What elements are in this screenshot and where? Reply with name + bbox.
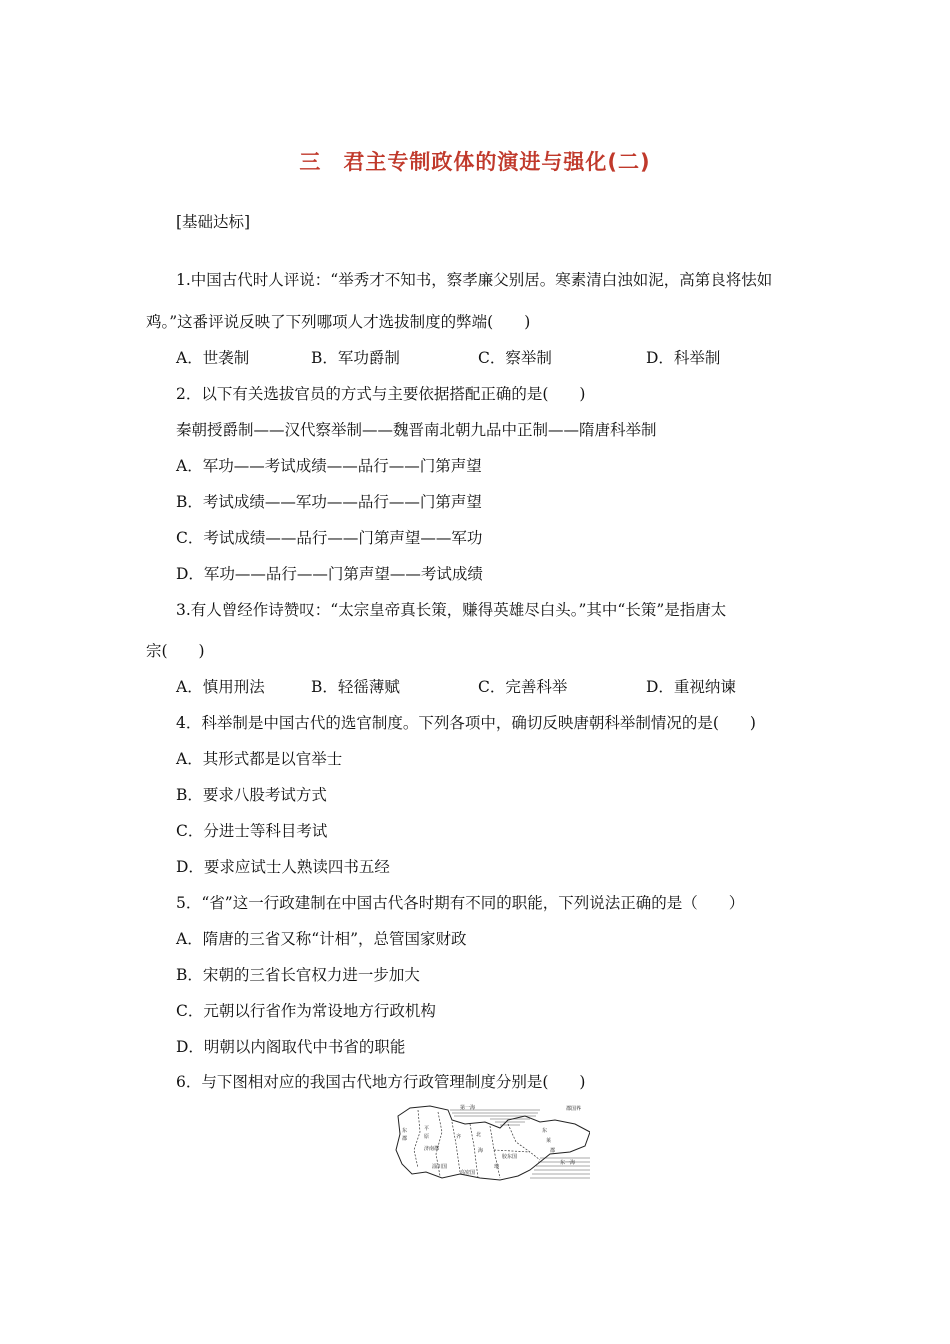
svg-text:齐: 齐 [456,1134,462,1140]
q1-stem-line1: 1.中国古代时人评说：“举秀才不知书，察孝廉父别居。寒素清白浊如泥，高第良将怯如 [176,271,773,289]
q2-material: 秦朝授爵制——汉代察举制——魏晋南北朝九品中正制——隋唐科举制 [176,421,657,439]
q4-stem: 4．科举制是中国古代的选官制度。下列各项中，确切反映唐朝科举制情况的是( ) [176,714,756,732]
q3-option-d[interactable]: D．重视纳谏 [646,678,736,696]
q6-stem: 6．与下图相对应的我国古代地方行政管理制度分别是( ) [176,1073,586,1091]
section-heading: [基础达标] [176,213,251,231]
q5-option-a[interactable]: A．隋唐的三省又称“计相”，总管国家财政 [176,930,467,948]
svg-text:东: 东 [402,1128,408,1134]
q2-option-d[interactable]: D．军功——品行——门第声望——考试成绩 [176,565,483,583]
q3-option-c[interactable]: C．完善科举 [478,678,568,696]
q3-stem-line2: 宗( ) [146,642,205,660]
svg-text:莱: 莱 [546,1138,552,1144]
q1-option-b[interactable]: B．军功爵制 [311,349,400,367]
svg-text:淄川国: 淄川国 [432,1164,448,1170]
q5-option-c[interactable]: C．元朝以行省作为常设地方行政机构 [176,1002,436,1020]
svg-text:胶东国: 胶东国 [502,1154,518,1160]
svg-text:郡: 郡 [402,1136,408,1142]
q3-option-b[interactable]: B．轻徭薄赋 [311,678,400,696]
q2-option-b[interactable]: B．考试成绩——军功——品行——门第声望 [176,493,482,511]
q5-stem: 5．“省”这一行政建制在中国古代各时期有不同的职能，下列说法正确的是（ ） [176,894,745,912]
svg-text:平: 平 [424,1126,430,1132]
svg-text:北: 北 [476,1132,482,1138]
svg-text:东: 东 [542,1128,548,1134]
svg-text:高密国: 高密国 [460,1170,476,1176]
svg-text:琅: 琅 [494,1164,500,1170]
q5-option-d[interactable]: D．明朝以内阁取代中书省的职能 [176,1038,406,1056]
q2-option-c[interactable]: C．考试成绩——品行——门第声望——军功 [176,529,483,547]
historical-map-figure [390,1102,590,1182]
map-label-sea-north: 第一海 [460,1105,476,1111]
svg-text:海: 海 [478,1148,484,1154]
svg-text:济南郡: 济南郡 [424,1146,440,1152]
q3-option-a[interactable]: A．慎用刑法 [176,678,265,696]
svg-text:郡: 郡 [550,1148,556,1154]
map-label-sea-east: 东一海 [560,1160,576,1166]
q4-option-a[interactable]: A．其形式都是以官举士 [176,750,343,768]
q4-option-b[interactable]: B．要求八股考试方式 [176,786,327,804]
q2-stem: 2．以下有关选拔官员的方式与主要依据搭配正确的是( ) [176,385,586,403]
page-title: 三 君主专制政体的演进与强化(二) [299,150,651,174]
q1-option-c[interactable]: C．察举制 [478,349,552,367]
q4-option-c[interactable]: C．分进士等科目考试 [176,822,328,840]
map-label-legend: 郡国界 [566,1106,582,1112]
q2-option-a[interactable]: A．军功——考试成绩——品行——门第声望 [176,457,482,475]
q1-option-d[interactable]: D．科举制 [646,349,721,367]
q5-option-b[interactable]: B．宋朝的三省长官权力进一步加大 [176,966,420,984]
q3-stem-line1: 3.有人曾经作诗赞叹：“太宗皇帝真长策，赚得英雄尽白头。”其中“长策”是指唐太 [176,601,727,619]
svg-text:原: 原 [424,1134,430,1140]
q4-option-d[interactable]: D．要求应试士人熟读四书五经 [176,858,390,876]
q1-stem-line2: 鸡。”这番评说反映了下列哪项人才选拔制度的弊端( ) [146,313,531,331]
q1-option-a[interactable]: A．世袭制 [176,349,250,367]
